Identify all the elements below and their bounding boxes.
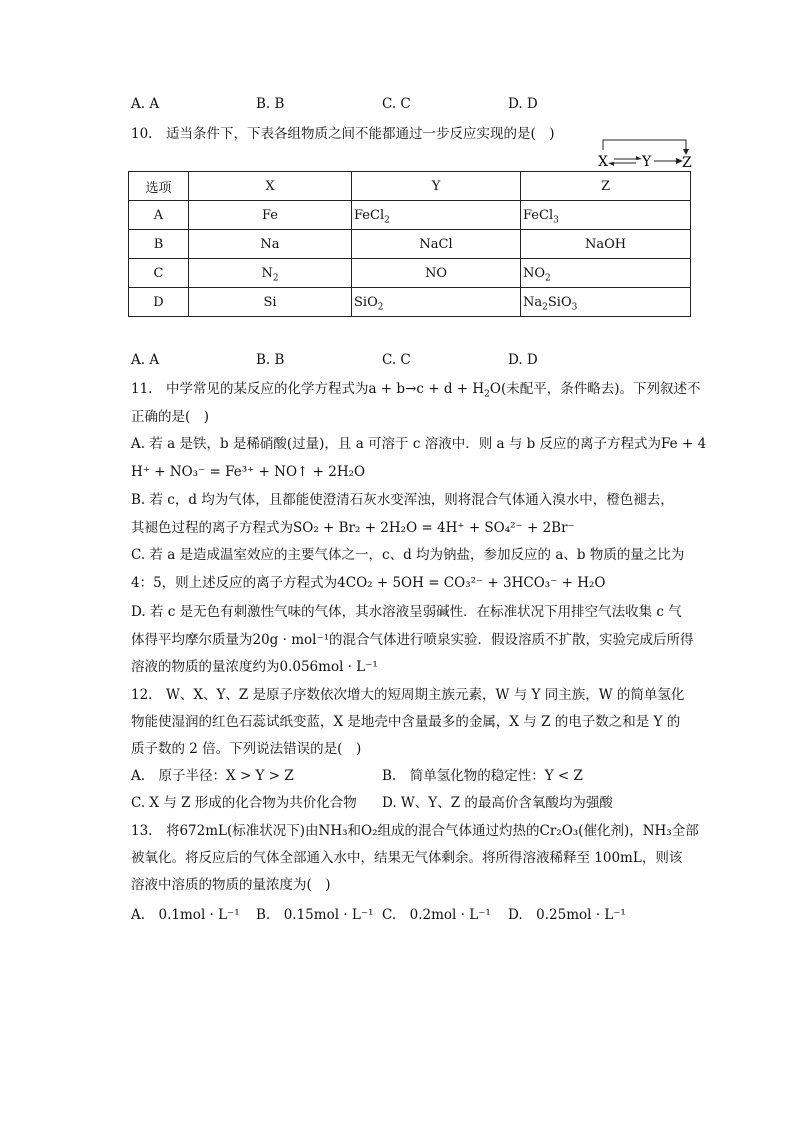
q10-option-a[interactable]: A. A xyxy=(131,352,160,368)
diagram-x: X xyxy=(598,154,608,170)
header-z: Z xyxy=(521,172,691,201)
cell: Si xyxy=(189,288,352,317)
table-row xyxy=(129,259,691,288)
q13-option-d[interactable]: D. 0.25mol · L⁻¹ xyxy=(508,907,626,923)
q12-option-c[interactable]: C. X 与 Z 形成的化合物为共价化合物 xyxy=(131,795,357,811)
table-header-row xyxy=(129,172,691,201)
cell: NO xyxy=(352,259,521,288)
cell: FeCl$_2$ xyxy=(352,201,521,230)
q12-option-d[interactable]: D. W、Y、Z 的最高价含氧酸均为强酸 xyxy=(382,795,613,811)
q11-stem-line2: 正确的是( ) xyxy=(131,409,210,425)
q12-option-a[interactable]: A. 原子半径：X > Y > Z xyxy=(131,768,294,784)
cell: $Na_2SiO_3$ xyxy=(521,288,691,317)
q10-stem: 10. 适当条件下，下表各组物质之间不能都通过一步反应实现的是( ) xyxy=(131,126,555,142)
q11-option-d-line1[interactable]: D. 若 c 是无色有刺激性气味的气体，其水溶液呈弱碱性．在标准状况下用排空气法收集 c 气 xyxy=(131,604,682,620)
q9-option-c[interactable]: C. C xyxy=(382,96,411,112)
header-option: 选项 xyxy=(129,172,189,201)
q13-stem-line2: 被氧化。将反应后的气体全部通入水中，结果无气体剩余。将所得溶液稀释至 100mL，则该 xyxy=(131,850,683,866)
cell: SiO$_2$ xyxy=(352,288,521,317)
header-x: X xyxy=(189,172,352,201)
q12-stem-line1: 12. W、X、Y、Z 是原子序数依次增大的短周期主族元素，W 与 Y 同主族，W 的简单氢化 xyxy=(131,687,685,703)
q13-option-b[interactable]: B. 0.15mol · L⁻¹ xyxy=(256,907,374,923)
cell: Na xyxy=(189,230,352,259)
header-y: Y xyxy=(352,172,521,201)
q11-option-b-line1[interactable]: B. 若 c，d 均为气体，且都能使澄清石灰水变浑浊，则将混合气体通入溴水中，橙色褪去， xyxy=(131,492,674,508)
cell: $NO_2$ xyxy=(521,259,691,288)
q10-table xyxy=(128,171,691,317)
cell: A xyxy=(129,201,189,230)
q13-stem-line1: 13. 将672mL(标准状况下)由NH₃和O₂组成的混合气体通过灼热的Cr₂O₃(催化剂)，NH₃全部 xyxy=(131,823,699,839)
q10-reaction-diagram xyxy=(596,136,696,172)
q12-option-b[interactable]: B. 简单氢化物的稳定性：Y < Z xyxy=(382,768,583,784)
q10-option-c[interactable]: C. C xyxy=(382,352,411,368)
q11-option-d-line2: 体得平均摩尔质量为20g · mol⁻¹的混合气体进行喷泉实验．假设溶质不扩散，实验完成后所得 xyxy=(131,632,694,648)
q11-option-a-line1[interactable]: A. 若 a 是铁，b 是稀硝酸(过量)，且 a 可溶于 c 溶液中．则 a 与 b 反应的离子方程式为Fe + 4 xyxy=(131,436,707,452)
q9-option-a[interactable]: A. A xyxy=(131,96,160,112)
cell: C xyxy=(129,259,189,288)
q9-option-d[interactable]: D. D xyxy=(508,96,538,112)
cell: D xyxy=(129,288,189,317)
q10-option-d[interactable]: D. D xyxy=(508,352,538,368)
q13-option-c[interactable]: C. 0.2mol · L⁻¹ xyxy=(382,907,491,923)
cell: FeCl$_3$ xyxy=(521,201,691,230)
q11-option-b-line2: 其褪色过程的离子方程式为SO₂ + Br₂ + 2H₂O = 4H⁺ + SO₄²⁻ + 2Br⁻ xyxy=(131,520,575,536)
q11-option-d-line3: 溶液的物质的量浓度约为0.056mol · L⁻¹ xyxy=(131,659,378,675)
q11-option-a-line2: H⁺ + NO₃⁻ = Fe³⁺ + NO↑ + 2H₂O xyxy=(131,464,366,480)
table-row xyxy=(129,201,691,230)
cell: $N_2$ xyxy=(189,259,352,288)
q11-option-c-line2: 4：5，则上述反应的离子方程式为4CO₂ + 5OH = CO₃²⁻ + 3HCO₃⁻ + H₂O xyxy=(131,575,606,591)
table-row xyxy=(129,288,691,317)
cell: B xyxy=(129,230,189,259)
cell: NaCl xyxy=(352,230,521,259)
cell: NaOH xyxy=(521,230,691,259)
table-row xyxy=(129,230,691,259)
q13-stem-line3: 溶液中溶质的物质的量浓度为( ) xyxy=(131,877,331,893)
q11-option-c-line1[interactable]: C. 若 a 是造成温室效应的主要气体之一，c、d 均为钠盐，参加反应的 a、b 物质的量之比为 xyxy=(131,547,685,563)
diagram-z: Z xyxy=(682,155,692,171)
q13-option-a[interactable]: A. 0.1mol · L⁻¹ xyxy=(131,907,240,923)
q11-stem-line1: 11. 中学常见的某反应的化学方程式为$a + b\to c + d + H_2O$(未配平，条件略去)。下列叙述不 xyxy=(131,381,701,400)
cell: Fe xyxy=(189,201,352,230)
q9-option-b[interactable]: B. B xyxy=(256,96,285,112)
q10-option-b[interactable]: B. B xyxy=(256,352,285,368)
q12-stem-line2: 物能使湿润的红色石蕊试纸变蓝，X 是地壳中含量最多的金属，X 与 Z 的电子数之和是 Y 的 xyxy=(131,714,681,730)
diagram-y: Y xyxy=(642,154,652,170)
q12-stem-line3: 质子数的 2 倍。下列说法错误的是( ) xyxy=(131,741,362,757)
